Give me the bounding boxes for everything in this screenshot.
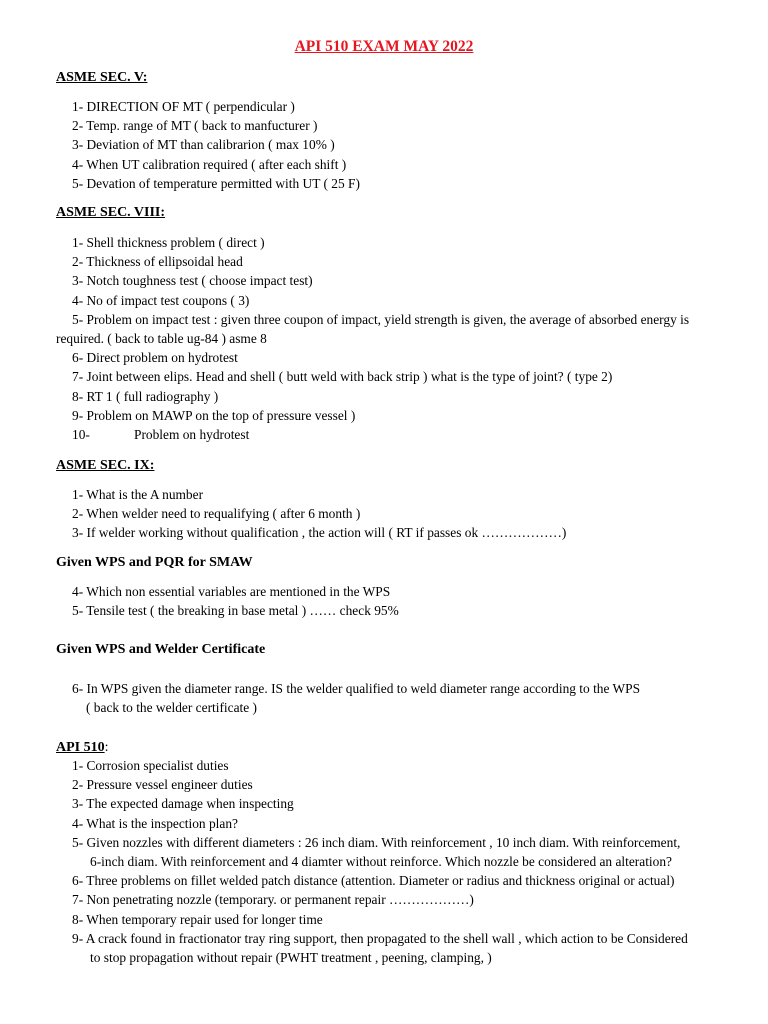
item-text: Problem on hydrotest: [134, 427, 250, 443]
list-item: 8- When temporary repair used for longer time: [72, 911, 323, 927]
section-wps-welder-cert: [56, 641, 756, 659]
list-api-510: [56, 756, 756, 967]
list-item: 7- Non penetrating nozzle (temporary. or permanent repair ………………): [72, 892, 474, 908]
list-item: 6- Three problems on fillet welded patch distance (attention. Diameter or radius and thickness original or actual): [72, 873, 675, 889]
list-item: 8- RT 1 ( full radiography ): [72, 388, 219, 404]
section-asme-sec-ix: [56, 457, 756, 475]
list-item: 1- DIRECTION OF MT ( perpendicular ): [72, 99, 295, 114]
list-item: 2- When welder need to requalifying ( after 6 month ): [72, 506, 361, 522]
list-item: 5- Given nozzles with different diameters : 26 inch diam. With reinforcement , 10 inch diam. With reinforcement, 6-inch diam. With reinforcement and 4 diamter without reinforce. Which nozzle be considered an alteration?: [72, 834, 681, 870]
list-item: 2- Thickness of ellipsoidal head: [72, 254, 243, 270]
page-title: API 510 EXAM MAY 2022: [294, 38, 474, 55]
list-item: 5- Devation of temperature permitted with UT ( 25 F): [72, 175, 360, 191]
list-item: 1- What is the A number: [72, 487, 204, 502]
list-item: 3- Deviation of MT than calibrarion ( max 10% ): [72, 137, 335, 153]
list-item: 2- Pressure vessel engineer duties: [72, 777, 253, 793]
section-heading: ASME SEC. VIII:: [56, 205, 166, 220]
list-item: 9- Problem on MAWP on the top of pressure vessel ): [72, 407, 356, 423]
list-item: 1- Corrosion specialist duties: [72, 758, 229, 773]
list-item: 1- Shell thickness problem ( direct ): [72, 235, 265, 250]
list-item: 3- If welder working without qualification , the action will ( RT if passes ok ………………): [72, 525, 567, 541]
item-number: 10-: [72, 427, 90, 443]
list-item: [56, 425, 756, 444]
list-item: 4- Which non essential variables are mentioned in the WPS: [72, 584, 391, 599]
list-item: 3- Notch toughness test ( choose impact test): [72, 273, 313, 289]
list-item: ( back to the welder certificate ): [86, 700, 258, 716]
heading-colon: :: [104, 740, 109, 755]
list-item: 4- When UT calibration required ( after each shift ): [72, 156, 347, 172]
section-heading: Given WPS and PQR for SMAW: [56, 555, 253, 570]
list-asme-sec-viii: [56, 233, 756, 444]
section-heading: Given WPS and Welder Certificate: [56, 642, 266, 657]
section-heading-wrap: [56, 739, 756, 757]
section-heading: ASME SEC. IX:: [56, 458, 155, 473]
section-asme-sec-v: [56, 69, 756, 87]
list-item: 2- Temp. range of MT ( back to manfucturer ): [72, 118, 318, 134]
list-item: 6- In WPS given the diameter range. IS the welder qualified to weld diameter range according to the WPS: [72, 681, 641, 696]
list-item: 4- What is the inspection plan?: [72, 815, 238, 831]
list-wps-pqr: [56, 582, 756, 620]
list-item: 4- No of impact test coupons ( 3): [72, 292, 250, 308]
list-item: 3- The expected damage when inspecting: [72, 796, 294, 812]
section-api-510: [56, 739, 756, 757]
section-heading: API 510: [56, 740, 105, 755]
section-wps-pqr: [56, 554, 756, 572]
list-asme-sec-ix: [56, 485, 756, 543]
section-heading: ASME SEC. V:: [56, 70, 148, 85]
list-item: 7- Joint between elips. Head and shell ( butt weld with back strip ) what is the type of joint? ( type 2): [72, 369, 613, 385]
list-item: 5- Problem on impact test : given three coupon of impact, yield strength is given, the average of absorbed energy is required. ( back to table ug-84 ) asme 8: [56, 311, 690, 347]
list-item: 9- A crack found in fractionator tray ring support, then propagated to the shell wall , which action to be Considered to stop propagation without repair (PWHT treatment , peening, clamping, ): [72, 930, 688, 966]
list-item: 5- Tensile test ( the breaking in base metal ) …… check 95%: [72, 603, 399, 619]
list-asme-sec-v: [56, 97, 756, 193]
list-wps-welder-cert: [56, 679, 756, 717]
section-asme-sec-viii: [56, 204, 756, 222]
list-item: 6- Direct problem on hydrotest: [72, 350, 238, 366]
